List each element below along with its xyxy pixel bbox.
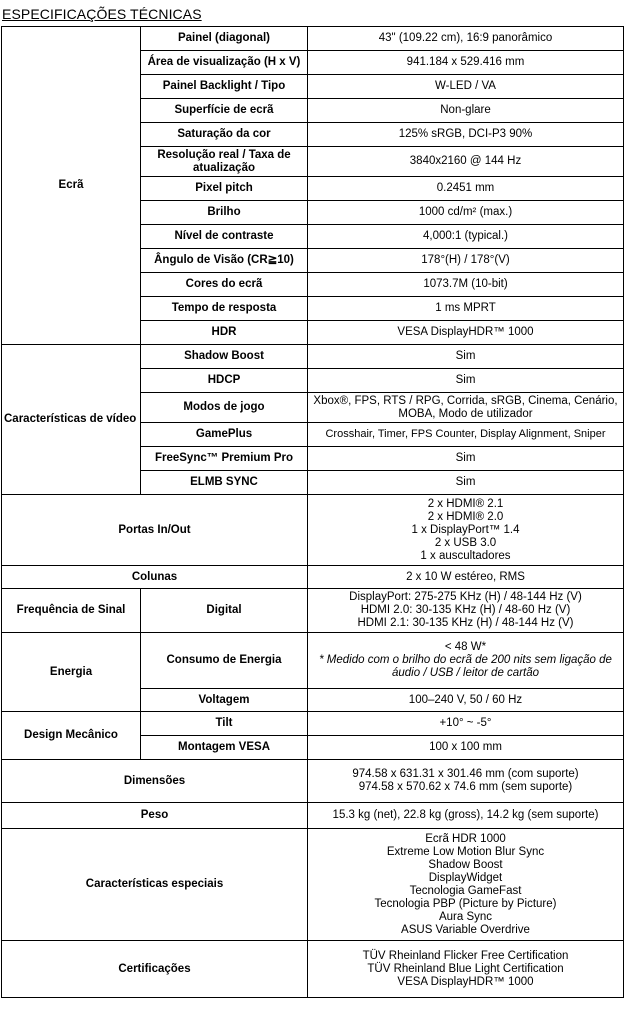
- value-line: VESA DisplayHDR™ 1000: [397, 975, 534, 988]
- spec-value: [308, 760, 624, 803]
- spec-label: Modos de jogo: [141, 393, 308, 423]
- table-row: [2, 829, 624, 941]
- spec-value: 941.184 x 529.416 mm: [308, 51, 624, 75]
- spec-value: 1073.7M (10-bit): [308, 273, 624, 297]
- spec-value: Sim: [308, 447, 624, 471]
- table-row: [2, 712, 624, 736]
- value-line: < 48 W*: [444, 641, 487, 653]
- spec-value: [308, 633, 624, 689]
- value-line: 974.58 x 570.62 x 74.6 mm (sem suporte): [358, 781, 573, 793]
- spec-label: GamePlus: [141, 423, 308, 447]
- spec-label: Montagem VESA: [141, 736, 308, 760]
- spec-value: 1 ms MPRT: [308, 297, 624, 321]
- spec-label: HDCP: [141, 369, 308, 393]
- spec-label: Brilho: [141, 201, 308, 225]
- table-row: [2, 27, 624, 51]
- value-line: DisplayWidget: [428, 871, 503, 884]
- value-line: 974.58 x 631.31 x 301.46 mm (com suporte): [352, 768, 579, 780]
- spec-value: [308, 941, 624, 998]
- table-row: [2, 941, 624, 998]
- page-title: ESPECIFICAÇÕES TÉCNICAS: [2, 6, 202, 22]
- spec-value: W-LED / VA: [308, 75, 624, 99]
- value-line: 1 x auscultadores: [420, 549, 511, 562]
- category-especiais: Características especiais: [2, 829, 308, 941]
- spec-value: 125% sRGB, DCI-P3 90%: [308, 123, 624, 147]
- value-line: Extreme Low Motion Blur Sync: [386, 845, 545, 858]
- spec-value: VESA DisplayHDR™ 1000: [308, 321, 624, 345]
- table-row: [2, 760, 624, 803]
- spec-label: Digital: [141, 589, 308, 633]
- value-line: 2 x USB 3.0: [434, 536, 497, 549]
- spec-label: Cores do ecrã: [141, 273, 308, 297]
- spec-label: Voltagem: [141, 689, 308, 712]
- spec-value: 3840x2160 @ 144 Hz: [308, 147, 624, 177]
- value-line: 2 x HDMI® 2.0: [427, 510, 504, 523]
- category-colunas: Colunas: [2, 566, 308, 589]
- spec-label: ELMB SYNC: [141, 471, 308, 495]
- spec-label: HDR: [141, 321, 308, 345]
- spec-label: Nível de contraste: [141, 225, 308, 249]
- value-line: 2 x HDMI® 2.1: [427, 497, 504, 510]
- spec-label: Consumo de Energia: [141, 633, 308, 689]
- value-line: HDMI 2.1: 30-135 KHz (H) / 48-144 Hz (V): [357, 617, 574, 629]
- spec-value: [308, 495, 624, 566]
- category-certificacoes: Certificações: [2, 941, 308, 998]
- category-video: Características de vídeo: [2, 345, 141, 495]
- spec-value: +10° ~ -5°: [308, 712, 624, 736]
- spec-value: Crosshair, Timer, FPS Counter, Display Alignment, Sniper: [308, 423, 624, 447]
- spec-value: 15.3 kg (net), 22.8 kg (gross), 14.2 kg (sem suporte): [308, 803, 624, 829]
- spec-value: Xbox®, FPS, RTS / RPG, Corrida, sRGB, Cinema, Cenário, MOBA, Modo de utilizador: [308, 393, 624, 423]
- spec-value: 100–240 V, 50 / 60 Hz: [308, 689, 624, 712]
- category-portas: Portas In/Out: [2, 495, 308, 566]
- spec-value: 178°(H) / 178°(V): [308, 249, 624, 273]
- category-frequencia: Frequência de Sinal: [2, 589, 141, 633]
- spec-value: Sim: [308, 471, 624, 495]
- value-line: ASUS Variable Overdrive: [401, 923, 530, 936]
- table-row: [2, 803, 624, 829]
- spec-label: FreeSync™ Premium Pro: [141, 447, 308, 471]
- spec-value: [308, 829, 624, 941]
- table-row: [2, 633, 624, 689]
- spec-table: [1, 26, 624, 998]
- category-energia: Energia: [2, 633, 141, 712]
- value-line: HDMI 2.0: 30-135 KHz (H) / 48-60 Hz (V): [360, 604, 571, 616]
- table-row: [2, 589, 624, 633]
- spec-value: Non-glare: [308, 99, 624, 123]
- value-line: Tecnologia GameFast: [409, 884, 522, 897]
- value-line: Aura Sync: [438, 910, 493, 923]
- spec-label: Tempo de resposta: [141, 297, 308, 321]
- spec-label: Resolução real / Taxa de atualização: [141, 147, 308, 177]
- value-line: Tecnologia PBP (Picture by Picture): [374, 897, 557, 910]
- spec-label: Painel Backlight / Tipo: [141, 75, 308, 99]
- spec-value: Sim: [308, 345, 624, 369]
- value-line: Shadow Boost: [428, 858, 503, 871]
- spec-label: Área de visualização (H x V): [141, 51, 308, 75]
- category-design: Design Mecânico: [2, 712, 141, 760]
- table-row: [2, 566, 624, 589]
- spec-label: Pixel pitch: [141, 177, 308, 201]
- spec-value: 43" (109.22 cm), 16:9 panorâmico: [308, 27, 624, 51]
- spec-value: 100 x 100 mm: [308, 736, 624, 760]
- spec-label: Saturação da cor: [141, 123, 308, 147]
- spec-value: 1000 cd/m² (max.): [308, 201, 624, 225]
- category-ecra: Ecrã: [2, 27, 141, 345]
- footnote: * Medido com o brilho do ecrã de 200 nits sem ligação de áudio / USB / leitor de cartão: [319, 654, 612, 679]
- spec-value: 0.2451 mm: [308, 177, 624, 201]
- spec-label: Superfície de ecrã: [141, 99, 308, 123]
- spec-label: Tilt: [141, 712, 308, 736]
- table-row: [2, 345, 624, 369]
- value-line: TÜV Rheinland Flicker Free Certification: [362, 949, 569, 962]
- category-dimensoes: Dimensões: [2, 760, 308, 803]
- category-peso: Peso: [2, 803, 308, 829]
- spec-value: Sim: [308, 369, 624, 393]
- value-line: 1 x DisplayPort™ 1.4: [411, 523, 520, 536]
- table-row: [2, 495, 624, 566]
- spec-label: Painel (diagonal): [141, 27, 308, 51]
- spec-value: [308, 589, 624, 633]
- spec-value: 2 x 10 W estéreo, RMS: [308, 566, 624, 589]
- value-line: TÜV Rheinland Blue Light Certification: [367, 962, 564, 975]
- spec-label: Shadow Boost: [141, 345, 308, 369]
- spec-label: Ângulo de Visão (CR≧10): [141, 249, 308, 273]
- value-line: Ecrã HDR 1000: [425, 832, 506, 845]
- spec-value: 4,000:1 (typical.): [308, 225, 624, 249]
- value-line: DisplayPort: 275-275 KHz (H) / 48-144 Hz (V): [349, 591, 582, 603]
